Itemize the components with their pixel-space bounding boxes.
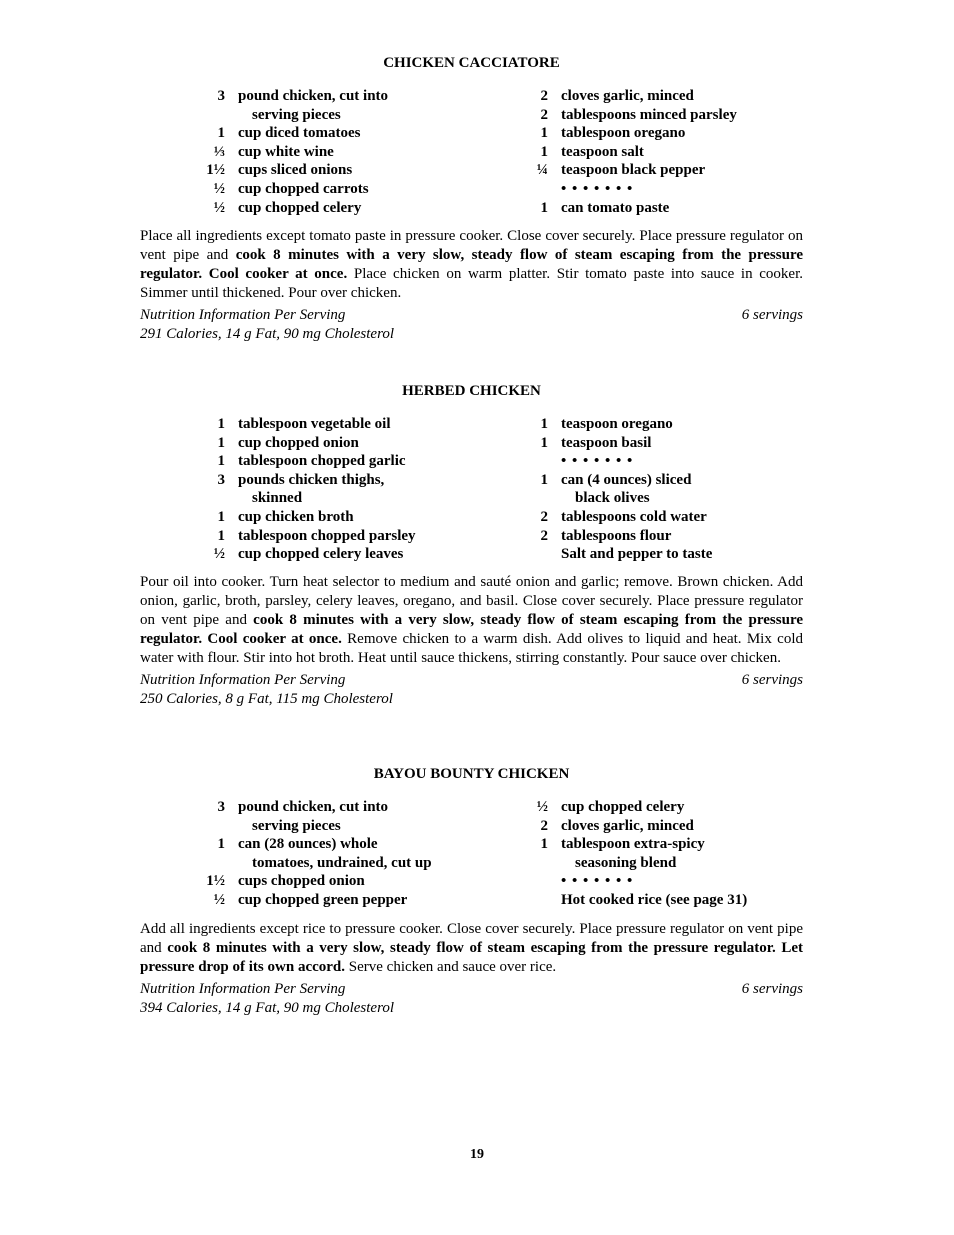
ingredient-description: cup chopped carrots [238,180,369,197]
nutrition-values: 394 Calories, 14 g Fat, 90 mg Cholesterol [140,1000,395,1016]
ingredient-description: cup white wine [238,143,334,160]
ingredient-list [140,87,803,227]
recipe-instructions [140,920,803,977]
ingredient-description: tablespoon oregano [561,125,686,142]
nutrition-info [140,306,803,344]
ingredient-quantity: ½ [213,180,225,197]
ingredient-description: cup chopped celery [238,199,362,216]
ingredient-quantity: 1 [540,836,548,853]
ingredient-item [200,891,432,910]
recipe-herbed-chicken [140,382,803,709]
ingredient-item [523,434,712,453]
ingredient-item [200,854,432,873]
nutrition-info [140,671,803,709]
ingredient-item [200,508,416,527]
ingredient-column-left [200,798,432,910]
ingredient-item [523,854,747,873]
ingredient-item [200,161,388,180]
ingredient-description: Hot cooked rice (see page 31) [561,891,748,908]
ingredient-item [200,817,432,836]
ingredient-item [523,817,747,836]
instructions-emphasis: cook 8 minutes with a very slow, steady flow of steam escaping from the pressure regulator. Cool cooker at once. [140,612,803,647]
ingredient-quantity: ½ [213,199,225,216]
ingredient-quantity: 1 [540,434,548,451]
ingredient-description: cup diced tomatoes [238,125,361,142]
ingredient-description: cup chopped green pepper [238,891,408,908]
ingredient-item [523,106,737,125]
nutrition-label: Nutrition Information Per Serving [140,672,346,688]
ingredient-quantity: 1 [540,416,548,432]
ingredient-quantity: 1½ [206,873,225,890]
instructions-text: Pour oil into cooker. Turn heat selector to medium and sauté onion and garlic; remove. Brown chicken. Add onion, garlic, broth, parsley, celery leaves, oregano, and basil. Close cover securely. Place pressure regulator on vent pipe and [140,574,803,628]
ingredient-quantity: 1 [217,125,225,142]
recipe-chicken-cacciatore [140,54,803,344]
ingredient-column-left [200,87,388,217]
recipe-title: CHICKEN CACCIATORE [383,55,560,71]
ingredient-quantity: 1 [540,199,548,216]
instructions-text: Place all ingredients except tomato paste in pressure cooker. Close cover securely. Place pressure regulator on vent pipe and [140,228,803,263]
ingredient-item [200,872,432,891]
nutrition-values: 291 Calories, 14 g Fat, 90 mg Cholesterol [140,326,395,342]
ingredient-description: can tomato paste [561,199,670,216]
ingredient-item [523,452,712,471]
ingredient-item [523,545,712,564]
ingredient-item [200,527,416,546]
ingredient-description: seasoning blend [575,854,677,871]
ingredient-description: can (4 ounces) sliced [561,471,692,488]
ingredient-description: tablespoon chopped parsley [238,527,416,544]
ingredient-quantity: 3 [217,88,225,104]
ingredient-quantity: 1 [217,527,225,544]
ingredient-list [140,798,803,920]
ingredient-description: cups sliced onions [238,162,353,179]
ingredient-list [140,415,803,573]
ingredient-description: cup chopped celery leaves [238,546,404,563]
page-number: 19 [470,1147,484,1162]
ingredient-item [200,798,432,817]
ingredient-separator: • • • • • • • [561,873,634,890]
ingredient-description: teaspoon basil [561,434,652,451]
ingredient-item [200,415,416,434]
ingredient-quantity: ½ [536,799,548,815]
instructions-text: Place chicken on warm platter. Stir tomato paste into sauce in cooker. Simmer until thickened. Pour over chicken. [140,266,803,301]
ingredient-quantity: 2 [540,88,548,104]
ingredient-description: pound chicken, cut into [238,88,389,104]
ingredient-column-right [523,798,747,910]
ingredient-item [523,415,712,434]
servings-count: 6 servings [741,981,803,997]
ingredient-description: tablespoon chopped garlic [238,453,406,470]
ingredient-description: tablespoons cold water [561,508,707,525]
ingredient-quantity: 2 [540,817,548,834]
ingredient-description: cup chopped onion [238,434,359,451]
ingredient-quantity: 2 [540,106,548,123]
recipe-bayou-bounty-chicken [140,765,803,1018]
ingredient-quantity: 1 [217,434,225,451]
ingredient-description: tomatoes, undrained, cut up [252,854,432,871]
ingredient-item [523,489,712,508]
ingredient-description: skinned [252,490,303,507]
nutrition-values: 250 Calories, 8 g Fat, 115 mg Cholesterol [140,691,393,707]
recipe-instructions [140,573,803,668]
ingredient-description: can (28 ounces) whole [238,836,378,853]
ingredient-item [523,180,737,199]
recipe-title: HERBED CHICKEN [402,383,541,399]
ingredient-item [200,180,388,199]
ingredient-quantity: 3 [217,471,225,488]
ingredient-quantity: ½ [213,891,225,908]
servings-count: 6 servings [741,307,803,323]
ingredient-description: tablespoon vegetable oil [238,416,391,432]
instructions-emphasis: cook 8 minutes with a very slow, steady flow of steam escaping from the pressure regulator. Cool cooker at once. [140,247,803,282]
ingredient-quantity: 1 [540,471,548,488]
ingredient-description: tablespoon extra-spicy [561,836,705,853]
ingredient-quantity: 1 [217,508,225,525]
ingredient-item [523,798,747,817]
ingredient-description: serving pieces [252,106,341,123]
ingredient-description: teaspoon salt [561,143,644,160]
ingredient-item [523,143,737,162]
nutrition-label: Nutrition Information Per Serving [140,307,346,323]
ingredient-item [523,527,712,546]
ingredient-separator: • • • • • • • [561,453,634,470]
ingredient-item [523,471,712,490]
ingredient-item [200,87,388,106]
recipe-title: BAYOU BOUNTY CHICKEN [373,766,570,782]
servings-count: 6 servings [741,672,803,688]
ingredient-description: teaspoon oregano [561,416,673,432]
ingredient-quantity: 1 [217,416,225,432]
ingredient-description: cloves garlic, minced [561,817,694,834]
ingredient-item [523,161,737,180]
ingredient-description: pounds chicken thighs, [238,471,385,488]
instructions-text: Serve chicken and sauce over rice. [345,959,557,975]
ingredient-item [200,106,388,125]
ingredient-item [200,489,416,508]
ingredient-column-left [200,415,416,564]
ingredient-item [200,835,432,854]
instructions-text: Add all ingredients except rice to pressure cooker. Close cover securely. Place pressure regulator on vent pipe and [140,921,803,956]
ingredient-item [523,87,737,106]
nutrition-label: Nutrition Information Per Serving [140,981,346,997]
ingredient-item [200,452,416,471]
ingredient-description: cup chicken broth [238,508,354,525]
ingredient-description: Salt and pepper to taste [561,546,713,563]
ingredient-quantity: 1 [540,143,548,160]
ingredient-description: tablespoons minced parsley [561,106,737,123]
ingredient-description: cloves garlic, minced [561,88,694,104]
ingredient-item [200,143,388,162]
ingredient-quantity: ¼ [536,162,548,179]
ingredient-description: serving pieces [252,817,341,834]
ingredient-description: cups chopped onion [238,873,365,890]
ingredient-quantity: 1 [217,453,225,470]
ingredient-item [523,835,747,854]
ingredient-item [200,545,416,564]
ingredient-item [200,124,388,143]
nutrition-info [140,980,803,1018]
recipe-instructions [140,227,803,303]
ingredient-description: black olives [575,490,650,507]
ingredient-item [200,471,416,490]
ingredient-description: teaspoon black pepper [561,162,706,179]
ingredient-quantity: 2 [540,508,548,525]
ingredient-item [523,124,737,143]
ingredient-item [200,199,388,218]
ingredient-quantity: ½ [213,546,225,563]
ingredient-quantity: ⅓ [213,143,225,160]
ingredient-quantity: 3 [217,799,225,815]
ingredient-item [523,199,737,218]
ingredient-quantity: 2 [540,527,548,544]
ingredient-item [200,434,416,453]
ingredient-item [523,872,747,891]
ingredient-description: pound chicken, cut into [238,799,389,815]
ingredient-column-right [523,415,712,564]
ingredient-quantity: 1 [217,836,225,853]
instructions-emphasis: cook 8 minutes with a very slow, steady flow of steam escaping from the pressure regulator. Let pressure drop of its own accord. [140,940,803,975]
instructions-text: Remove chicken to a warm dish. Add olives to liquid and heat. Mix cold water with flour. Stir into hot broth. Heat until sauce thickens, stirring constantly. Pour sauce over chicken. [140,631,804,666]
ingredient-item [523,508,712,527]
ingredient-description: tablespoons flour [561,527,672,544]
ingredient-separator: • • • • • • • [561,180,634,197]
ingredient-description: cup chopped celery [561,799,685,815]
ingredient-quantity: 1½ [206,162,225,179]
ingredient-item [523,891,747,910]
ingredient-column-right [523,87,737,217]
ingredient-quantity: 1 [540,125,548,142]
